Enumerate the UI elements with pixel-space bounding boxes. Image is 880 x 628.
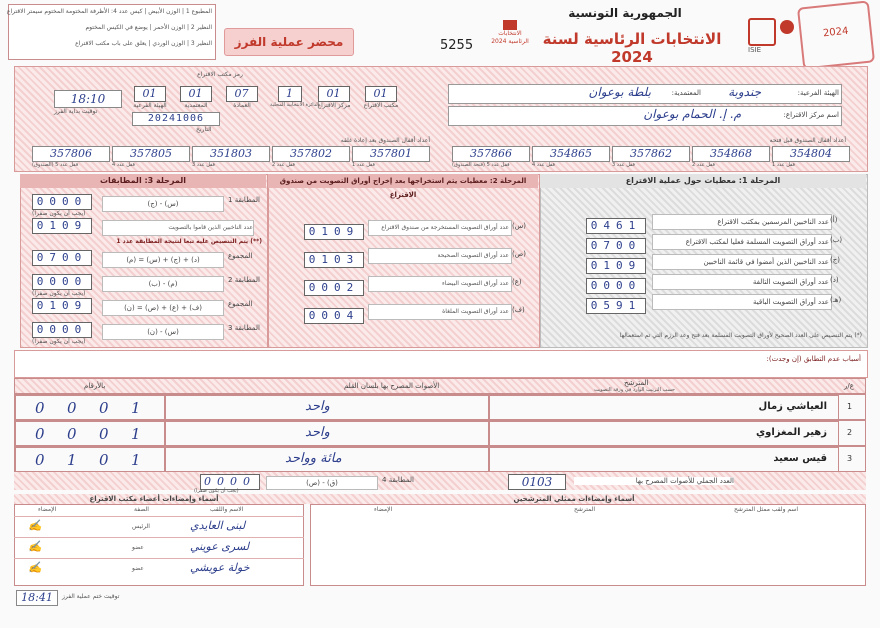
results-rows	[14, 394, 866, 472]
date-label: التاريخ	[196, 126, 212, 133]
total-n: 0109 (ن) = (ص) + (ع) + (ف) المجموع	[32, 298, 262, 318]
subbody-field: الهيئة الفرعية: جندوبة المعتمدية: بلطة بوعوان	[448, 84, 842, 104]
election-title: الانتخابات الرئاسية لسنة 2024	[542, 30, 722, 66]
minutes-title: محضر عملية الفرز	[224, 28, 354, 56]
reps-title: أسماء وإمضاءات ممثلي المترشحين	[513, 495, 635, 503]
stage1-note: (*) يتم التنصيص على العدد الصحيح لأوراق التصويت المسلمة بعد فتح وعد الرزم التي تم استعمالها	[619, 332, 862, 339]
total-m: 0700 (م) = (س) + (ج) + (د) المجموع	[32, 250, 262, 270]
members-title: أسماء وإمضاءات أعضاء مكتب الاقتراع	[89, 495, 219, 503]
stage1-row-d: 0000 عدد أوراق التصويت التالفة (د)	[586, 272, 848, 292]
total-votes-value: 0103	[508, 474, 566, 490]
end-time-label: توقيت ختم عملية الفرز	[62, 593, 120, 600]
voters-count: 0109 عدد الناخبين الذين قاموا بالتصويت	[32, 218, 262, 238]
stage1-row-b: 0700 عدد أوراق التصويت المسلمة فعليا لمكتب الاقتراع (ب)	[586, 232, 848, 252]
end-time-value: 18:41	[16, 590, 58, 606]
stage2-row-p: 0103 عدد أوراق التصويت الصحيحة (ص)	[304, 246, 532, 274]
code-row-1: المطبوع 1 | الوزن الأبيض | كيس عدد 4: الأظرفة المختومة المختوم سيمتر الاقتراع	[6, 8, 212, 15]
member-row-1: ✍ الرئيس لبنى العايدي	[14, 516, 304, 537]
start-time-label: توقيت بداية الفرز	[54, 108, 98, 115]
seals-before: 357866 قفل عدد 5 (فتحة الصندوق) 354865 قفل عدد 4 357862 قفل عدد 3 354868 قفل عدد 2 354804 قفل عدد 1	[452, 146, 852, 170]
code-row-3: النظير 3 | الوزن الوردي | يعلق على باب مكتب الاقتراع	[75, 40, 212, 47]
stage2-row-f: 0004 عدد أوراق التصويت الملغاة (ف)	[304, 302, 532, 330]
table-row-2: 0 0 0 1 واحد زهير المغزاوي 2	[14, 420, 866, 446]
match2-title: (**) يتم التنصيص عليه تبعا لنتيجة المطابقة عدد 1	[116, 238, 262, 245]
table-row-3: 0 1 0 1 مائة وواحد قيس سعيد 3	[14, 446, 866, 472]
code-group-2: 01 المعتمدية	[178, 82, 214, 109]
member-row-3: ✍ عضو خولة عويشي	[14, 558, 304, 579]
date-value: 20241006	[132, 112, 220, 126]
code-group-6: 01 مكتب الاقتراع	[363, 87, 399, 109]
code-group-3: 07 العمادة	[224, 82, 260, 109]
seals-after-label: أعداد أقفال الصندوق بعد إعادة غلقه	[340, 137, 430, 144]
code-group-4: 1 الدائرة الانتخابية المحلية	[270, 87, 320, 108]
signature-mark: ✍	[28, 540, 42, 553]
match1: 0000 (ج) - (س) المطابقة 1 (يجب أن يكون صفرا)	[32, 195, 260, 217]
isie-logo: ISIE	[748, 18, 776, 58]
official-stamp: 2024	[797, 0, 875, 69]
discrepancy-box: أسباب عدم التطابق (إن وجدت):	[14, 350, 868, 378]
office-code-label: رمز مكتب الاقتراع	[197, 71, 243, 78]
stage1-title: المرحلة 1: معطيات حول عملية الاقتراع	[540, 174, 866, 188]
table-row-1: 0 0 0 1 واحد العياشي زمال 1	[14, 394, 866, 420]
match3: 0000 (ن) - (س) المطابقة 3 (يجب أن يكون صفرا)	[32, 323, 260, 345]
start-time-value: 18:10	[54, 90, 122, 108]
match2: 0000 (ب) - (م) المطابقة 2 (يجب أن يكون صفرا)	[32, 275, 260, 297]
member-row-2: ✍ عضو لسرى عويني	[14, 537, 304, 558]
stage1-row-a: 0461 عدد الناخبين المرسمين بمكتب الاقتراع (أ)	[586, 212, 848, 232]
stage2-rows	[304, 218, 532, 330]
header-num: ع/ر	[844, 382, 854, 390]
total-votes-label: العدد الجملي للأصوات المصرح بها	[574, 477, 734, 485]
signatures-section: أسماء وإمضاءات أعضاء مكتب الاقتراع أسماء وإمضاءات ممثلي المترشحين الإمضاء الصفة الاسم واللقب ✍ الرئيس لبنى العايدي ✍ عضو لسرى عويني ✍ عضو خولة عويشي الإمضاء المترشح اسم ولقب ممثل المترشح	[14, 494, 866, 586]
code-group-5: 01 مركز الاقتراع	[317, 87, 351, 109]
copy-codes-table	[8, 4, 216, 60]
stage3-title: المرحلة 3: المطابقات	[20, 174, 266, 188]
form-number: 5255	[440, 38, 474, 53]
seals-after: 357806 قفل عدد 5 (الصندوق) 357805 قفل عدد 4 351803 قفل عدد 3 357802 قفل عدد 2 357801 قفل عدد 1	[32, 146, 432, 170]
seals-before-label: أعداد أقفال الصندوق قبل فتحه	[769, 137, 846, 144]
election-logo: الانتخابات الرئاسية 2024	[488, 20, 532, 60]
stage1-row-c: 0109 عدد الناخبين الذين أمضوا في قائمة الناخبين (ج)	[586, 252, 848, 272]
center-field: اسم مركز الاقتراع: م. إ. الحمام بوعوان	[448, 106, 842, 126]
code-row-2: النظير 2 | الوزن الأحمر | يوضع في الكيس المختوم	[85, 24, 212, 31]
header-words: الأصوات المصرح بها بلسان القلم	[344, 382, 440, 390]
signature-mark: ✍	[28, 561, 42, 574]
code-group-1: 01 الهيئة الفرعية	[133, 87, 167, 109]
stage2-title: المرحلة 2: معطيات يتم استخراجها بعد إخراج أوراق التصويت من صندوق الاقتراع	[268, 174, 538, 188]
match4-value: 0000	[200, 474, 260, 490]
stage2-row-a: 0002 عدد أوراق التصويت البيضاء (ع)	[304, 274, 532, 302]
ballot-box-icon	[503, 20, 517, 30]
header-digits: بالأرقام	[84, 382, 106, 390]
results-total-row	[14, 472, 866, 490]
header-candidate: المترشح	[624, 379, 649, 387]
members-rows	[14, 516, 304, 579]
stage1-row-e: 0591 عدد أوراق التصويت الباقية (هـ)	[586, 292, 848, 312]
stage2-row-s: 0109 عدد أوراق التصويت المستخرجة من صندوق الاقتراع (س)	[304, 218, 532, 246]
flag-icon	[780, 20, 794, 34]
stage1-rows	[586, 212, 848, 312]
results-table: بالأرقام الأصوات المصرح بها بلسان القلم المترشح حسب الترتيب الوارد في ورقة التصويت ع/ر 0 0 0 1 واحد العياشي زمال 1 0 0 0 1 واحد زهير المغزاوي 2 0 1 0 1 مائة وواحد قيس سعيد 3 0000 (ص) - (ق) المطابقة 4 (يجب أن يكون صفرا) 0103 العدد الجملي للأصوات المصرح بها	[14, 378, 866, 488]
reps-table	[310, 504, 866, 586]
country-name: الجمهورية التونسية	[568, 6, 682, 20]
signature-mark: ✍	[28, 519, 42, 532]
